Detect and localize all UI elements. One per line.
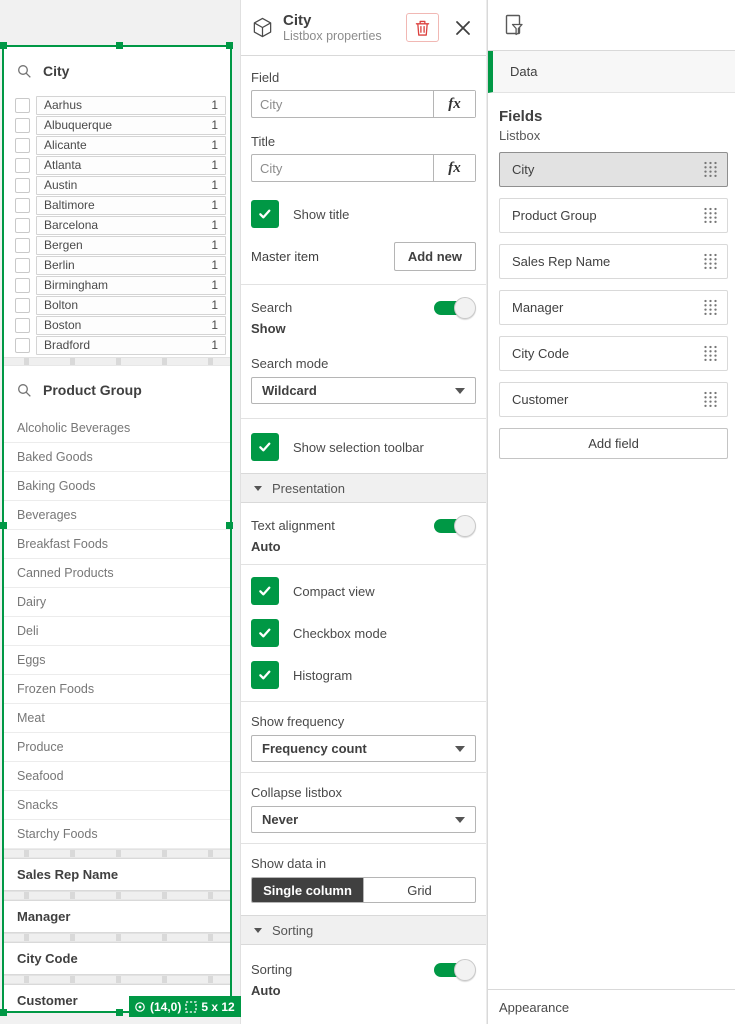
close-button[interactable] (452, 17, 474, 39)
field-list-item[interactable] (499, 382, 728, 417)
city-list-item[interactable] (15, 315, 226, 335)
city-list-item[interactable] (15, 215, 226, 235)
item-label: Albuquerque (44, 118, 113, 132)
checkbox-mode-row (241, 619, 486, 647)
product-list-item[interactable]: Frozen Foods (4, 675, 230, 704)
check-icon (257, 583, 273, 599)
search-state: Show (251, 321, 286, 336)
drag-handle-icon[interactable] (703, 391, 718, 408)
item-frequency: 1 (211, 298, 218, 312)
badge-position: (14,0) (150, 999, 182, 1014)
product-list-item[interactable]: Breakfast Foods (4, 530, 230, 559)
checkbox-mode-label: Checkbox mode (293, 625, 387, 641)
item-checkbox[interactable] (15, 158, 30, 173)
listbox-city-header (4, 47, 230, 95)
properties-subtitle: Listbox properties (283, 28, 382, 43)
item-frequency: 1 (211, 338, 218, 352)
text-alignment-state: Auto (251, 539, 281, 554)
properties-header (241, 0, 486, 56)
item-frequency: 1 (211, 238, 218, 252)
field-fx-button[interactable]: fx (433, 91, 475, 117)
item-frequency: 1 (211, 278, 218, 292)
city-list-item[interactable] (15, 295, 226, 315)
city-list-item[interactable] (15, 195, 226, 215)
item-value-cell[interactable] (36, 276, 226, 295)
item-checkbox[interactable] (15, 238, 30, 253)
position-anchor-icon (134, 1001, 146, 1013)
city-list (4, 95, 230, 357)
product-list-item[interactable]: Deli (4, 617, 230, 646)
drag-handle-icon[interactable] (703, 345, 718, 362)
item-label: Aarhus (44, 98, 83, 112)
item-label: Berlin (44, 258, 75, 272)
title-input[interactable] (252, 155, 433, 181)
selection-handle[interactable] (0, 42, 7, 49)
city-list-item[interactable] (15, 115, 226, 135)
item-label: Baltimore (44, 198, 95, 212)
grid-divider (4, 891, 230, 900)
sorting-header-label: Sorting (272, 922, 314, 938)
sorting-toggle[interactable] (434, 959, 476, 981)
product-list-item[interactable]: Canned Products (4, 559, 230, 588)
sorting-state: Auto (251, 983, 281, 998)
drag-handle-icon[interactable] (703, 253, 718, 270)
city-list-item[interactable] (15, 155, 226, 175)
product-list-item[interactable]: Beverages (4, 501, 230, 530)
selection-handle[interactable] (116, 42, 123, 49)
title-label: Title (251, 134, 276, 149)
section-collapse-icon (254, 928, 262, 933)
product-list-item[interactable]: Meat (4, 704, 230, 733)
city-list-item[interactable] (15, 255, 226, 275)
data-panel (487, 0, 735, 1024)
item-frequency: 1 (211, 98, 218, 112)
collapsed-listbox[interactable]: Manager (4, 900, 230, 933)
listbox-title: Product Group (43, 382, 142, 398)
sorting-row (241, 945, 486, 981)
compact-view-label: Compact view (293, 583, 375, 599)
properties-title: City (283, 11, 312, 29)
section-collapse-icon (254, 486, 262, 491)
title-input-group (251, 154, 476, 182)
product-list-item[interactable]: Baked Goods (4, 443, 230, 472)
show-data-in-segmented (251, 877, 476, 903)
item-value-cell[interactable] (36, 156, 226, 175)
collapsed-listbox[interactable]: Sales Rep Name (4, 858, 230, 891)
filter-pane-object[interactable] (2, 45, 235, 1014)
selection-handle[interactable] (0, 522, 7, 529)
show-title-checkbox[interactable] (251, 200, 279, 228)
field-list (499, 152, 728, 417)
chevron-down-icon (455, 817, 465, 823)
item-checkbox[interactable] (15, 218, 30, 233)
segment-single-column[interactable]: Single column (252, 878, 363, 902)
compact-view-row (241, 577, 486, 605)
collapsed-listbox[interactable]: City Code (4, 942, 230, 975)
product-list-item[interactable]: Snacks (4, 791, 230, 820)
selection-handle[interactable] (0, 1009, 7, 1016)
field-item-label: Manager (512, 300, 564, 315)
show-selection-toolbar-row (241, 433, 486, 461)
presentation-header-label: Presentation (272, 480, 345, 496)
item-frequency: 1 (211, 138, 218, 152)
filter-pane-icon[interactable] (503, 13, 525, 37)
listbox-product-group-header (4, 366, 230, 414)
search-label: Search (251, 300, 293, 315)
collapsed-listbox[interactable]: Customer (4, 984, 230, 1013)
item-checkbox[interactable] (15, 98, 30, 113)
appearance-section[interactable] (488, 989, 735, 1024)
field-item-label: City Code (512, 346, 570, 361)
item-checkbox[interactable] (15, 338, 30, 353)
item-label: Bolton (44, 298, 79, 312)
city-list-item[interactable] (15, 95, 226, 115)
item-value-cell[interactable] (36, 96, 226, 115)
show-title-row (241, 200, 486, 228)
product-list-item[interactable]: Baking Goods (4, 472, 230, 501)
show-frequency-label: Show frequency (251, 714, 345, 729)
city-list-item[interactable] (15, 235, 226, 255)
check-icon (257, 439, 273, 455)
compact-view-checkbox[interactable] (251, 577, 279, 605)
item-value-cell[interactable] (36, 236, 226, 255)
appearance-label: Appearance (499, 999, 570, 1015)
title-fx-button[interactable]: fx (433, 155, 475, 181)
field-item-label: Sales Rep Name (512, 254, 611, 269)
search-mode-dropdown[interactable] (251, 377, 476, 404)
item-label: Austin (44, 178, 78, 192)
listbox-title: City (43, 63, 70, 79)
selection-handle[interactable] (226, 522, 233, 529)
item-label: Birmingham (44, 278, 109, 292)
histogram-row (241, 661, 486, 689)
add-field-button[interactable]: Add field (499, 428, 728, 459)
item-label: Boston (44, 318, 82, 332)
text-alignment-toggle[interactable] (434, 515, 476, 537)
product-list-item[interactable]: Alcoholic Beverages (4, 414, 230, 443)
size-icon (185, 1001, 197, 1013)
city-list-item[interactable] (15, 335, 226, 355)
search-icon[interactable] (17, 383, 32, 398)
collapse-listbox-label: Collapse listbox (251, 785, 343, 800)
drag-handle-icon[interactable] (703, 161, 718, 178)
item-label: Bergen (44, 238, 83, 252)
data-panel-toolbar (488, 0, 735, 51)
add-new-button[interactable]: Add new (394, 242, 476, 271)
item-value-cell[interactable] (36, 216, 226, 235)
item-value-cell[interactable] (36, 116, 226, 135)
segment-grid[interactable]: Grid (363, 878, 475, 902)
search-toggle[interactable] (434, 297, 476, 319)
listbox-city (4, 47, 230, 357)
check-icon (257, 206, 273, 222)
item-label: Alicante (44, 138, 87, 152)
show-data-in-label: Show data in (251, 856, 327, 871)
properties-panel (240, 0, 487, 1024)
field-label: Field (251, 70, 280, 85)
item-checkbox[interactable] (15, 178, 30, 193)
grid-divider (4, 357, 230, 366)
item-label: Bradford (44, 338, 91, 352)
sorting-label: Sorting (251, 962, 293, 977)
close-icon (455, 20, 471, 36)
item-checkbox[interactable] (15, 198, 30, 213)
grid-divider (4, 849, 230, 858)
field-item-label: Customer (512, 392, 569, 407)
product-list-item[interactable]: Dairy (4, 588, 230, 617)
item-value-cell[interactable] (36, 296, 226, 315)
listbox-product-group (4, 366, 230, 849)
item-frequency: 1 (211, 158, 218, 172)
field-input[interactable] (252, 91, 433, 117)
item-frequency: 1 (211, 218, 218, 232)
item-frequency: 1 (211, 118, 218, 132)
badge-size: 5 x 12 (201, 999, 235, 1014)
histogram-checkbox[interactable] (251, 661, 279, 689)
item-frequency: 1 (211, 198, 218, 212)
collapsed-listboxes (4, 849, 230, 1013)
field-list-item[interactable] (499, 244, 728, 279)
search-mode-label: Search mode (251, 356, 329, 371)
show-title-label: Show title (293, 206, 350, 222)
field-list-item[interactable] (499, 198, 728, 233)
collapse-listbox-dropdown[interactable] (251, 806, 476, 833)
item-checkbox[interactable] (15, 258, 30, 273)
item-checkbox[interactable] (15, 278, 30, 293)
grid-divider (4, 975, 230, 984)
field-item-label: Product Group (512, 208, 597, 223)
text-alignment-row (241, 503, 486, 537)
field-item-label: City (512, 162, 535, 177)
field-list-item[interactable] (499, 290, 728, 325)
collapse-listbox-value: Never (262, 812, 299, 827)
sorting-section-header[interactable] (241, 915, 486, 945)
check-icon (257, 667, 273, 683)
trash-icon (415, 20, 430, 36)
product-list-item[interactable]: Starchy Foods (4, 820, 230, 849)
item-value-cell[interactable] (36, 336, 226, 355)
product-list-item[interactable]: Seafood (4, 762, 230, 791)
item-checkbox[interactable] (15, 118, 30, 133)
delete-button[interactable] (406, 13, 439, 42)
search-mode-value: Wildcard (262, 383, 317, 398)
city-list-item[interactable] (15, 275, 226, 295)
checkbox-mode-checkbox[interactable] (251, 619, 279, 647)
item-label: Barcelona (44, 218, 99, 232)
check-icon (257, 625, 273, 641)
item-checkbox[interactable] (15, 318, 30, 333)
drag-handle-icon[interactable] (703, 299, 718, 316)
item-value-cell[interactable] (36, 196, 226, 215)
item-value-cell[interactable] (36, 316, 226, 335)
show-frequency-value: Frequency count (262, 741, 367, 756)
item-frequency: 1 (211, 258, 218, 272)
show-frequency-dropdown[interactable] (251, 735, 476, 762)
show-selection-toolbar-label: Show selection toolbar (293, 439, 424, 455)
item-frequency: 1 (211, 318, 218, 332)
fields-subheader: Listbox (499, 128, 541, 143)
sheet-edit-area (0, 0, 240, 1024)
text-alignment-label: Text alignment (251, 518, 335, 533)
tab-data[interactable] (488, 51, 735, 93)
item-frequency: 1 (211, 178, 218, 192)
item-value-cell[interactable] (36, 176, 226, 195)
presentation-section-header[interactable] (241, 473, 486, 503)
product-list-item[interactable]: Produce (4, 733, 230, 762)
drag-handle-icon[interactable] (703, 207, 718, 224)
chevron-down-icon (455, 746, 465, 752)
item-label: Atlanta (44, 158, 82, 172)
item-checkbox[interactable] (15, 138, 30, 153)
item-value-cell[interactable] (36, 256, 226, 275)
product-group-list (4, 414, 230, 849)
histogram-label: Histogram (293, 667, 353, 683)
item-checkbox[interactable] (15, 298, 30, 313)
selection-handle[interactable] (116, 1009, 123, 1016)
city-list-item[interactable] (15, 135, 226, 155)
master-item-label: Master item (251, 249, 319, 264)
search-icon[interactable] (17, 64, 32, 79)
item-value-cell[interactable] (36, 136, 226, 155)
selection-handle[interactable] (226, 42, 233, 49)
city-list-item[interactable] (15, 175, 226, 195)
tab-data-label: Data (510, 64, 538, 79)
show-selection-toolbar-checkbox[interactable] (251, 433, 279, 461)
field-list-item[interactable] (499, 152, 728, 187)
chevron-down-icon (455, 388, 465, 394)
search-row (241, 285, 486, 319)
fields-header: Fields (499, 108, 543, 125)
product-list-item[interactable]: Eggs (4, 646, 230, 675)
cube-icon (251, 16, 274, 39)
field-list-item[interactable] (499, 336, 728, 371)
selection-badge (129, 996, 241, 1017)
master-item-row (241, 242, 486, 271)
grid-divider (4, 933, 230, 942)
field-input-group (251, 90, 476, 118)
